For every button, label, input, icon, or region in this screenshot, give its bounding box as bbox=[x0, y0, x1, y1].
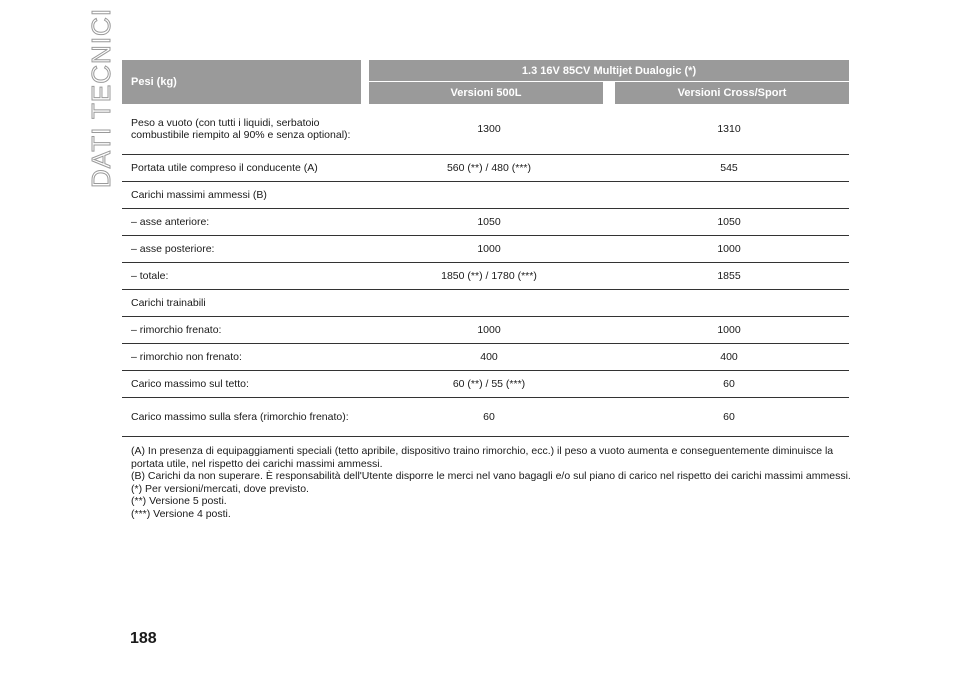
footnote-b: (B) Carichi da non superare. È responsabilità dell'Utente disporre le merci nel vano bagagli e/o sul piano di carico nel rispetto dei carichi massimi ammessi. bbox=[131, 470, 851, 482]
value-cross-sport: 545 bbox=[609, 155, 849, 182]
row-label: Carichi massimi ammessi (B) bbox=[122, 182, 361, 209]
row-label: Portata utile compreso il conducente (A) bbox=[122, 155, 361, 182]
row-label: – asse posteriore: bbox=[122, 236, 361, 263]
table-row bbox=[122, 155, 849, 182]
value-500l: 560 (**) / 480 (***) bbox=[369, 155, 609, 182]
value-cross-sport: 1050 bbox=[609, 209, 849, 236]
footnote-a: (A) In presenza di equipaggiamenti speciali (tetto apribile, dispositivo traino rimorchio, ecc.) il peso a vuoto aumenta e conseguentemente diminuisce la portata utile, nel rispetto dei carichi massimi ammessi. bbox=[131, 445, 834, 470]
value-500l: 1000 bbox=[369, 317, 609, 344]
table-row bbox=[122, 236, 849, 263]
value-cross-sport bbox=[609, 290, 849, 317]
footnotes bbox=[131, 445, 851, 520]
row-label: Peso a vuoto (con tutti i liquidi, serbatoio combustibile riempito al 90% e senza optional): bbox=[122, 104, 361, 155]
value-cross-sport: 1000 bbox=[609, 317, 849, 344]
row-label: Carichi trainabili bbox=[122, 290, 361, 317]
value-cross-sport: 60 bbox=[609, 371, 849, 398]
header-gap bbox=[361, 60, 369, 104]
table-row bbox=[122, 398, 849, 437]
value-500l bbox=[369, 290, 609, 317]
weights-table-container bbox=[122, 60, 849, 437]
engine-header: 1.3 16V 85CV Multijet Dualogic (*) bbox=[369, 60, 849, 82]
table-row bbox=[122, 182, 849, 209]
table-row bbox=[122, 263, 849, 290]
footnote-star: (*) Per versioni/mercati, dove previsto. bbox=[131, 482, 309, 495]
value-500l: 1000 bbox=[369, 236, 609, 263]
value-cross-sport: 400 bbox=[609, 344, 849, 371]
value-cross-sport bbox=[609, 182, 849, 209]
row-label: Carico massimo sulla sfera (rimorchio frenato): bbox=[122, 398, 361, 437]
row-label: – rimorchio frenato: bbox=[122, 317, 361, 344]
value-500l bbox=[369, 182, 609, 209]
page-number: 188 bbox=[130, 630, 157, 647]
value-cross-sport: 60 bbox=[609, 398, 849, 437]
table-header-label: Pesi (kg) bbox=[122, 60, 361, 104]
row-label: – asse anteriore: bbox=[122, 209, 361, 236]
value-500l: 60 (**) / 55 (***) bbox=[369, 371, 609, 398]
value-500l: 1300 bbox=[369, 104, 609, 155]
value-cross-sport: 1000 bbox=[609, 236, 849, 263]
value-500l: 400 bbox=[369, 344, 609, 371]
table-row bbox=[122, 209, 849, 236]
row-label: – totale: bbox=[122, 263, 361, 290]
table-row bbox=[122, 290, 849, 317]
footnote-double-star: (**) Versione 5 posti. bbox=[131, 495, 227, 507]
section-title: DATI TECNICI bbox=[86, 7, 116, 188]
footnote-triple-star: (***) Versione 4 posti. bbox=[131, 507, 231, 520]
value-500l: 1050 bbox=[369, 209, 609, 236]
value-cross-sport: 1855 bbox=[609, 263, 849, 290]
row-label: – rimorchio non frenato: bbox=[122, 344, 361, 371]
table-row bbox=[122, 104, 849, 155]
value-500l: 60 bbox=[369, 398, 609, 437]
value-cross-sport: 1310 bbox=[609, 104, 849, 155]
column-header-500l: Versioni 500L bbox=[369, 82, 609, 105]
row-label: Carico massimo sul tetto: bbox=[122, 371, 361, 398]
table-row bbox=[122, 317, 849, 344]
table-row bbox=[122, 371, 849, 398]
weights-table bbox=[122, 60, 849, 437]
table-row bbox=[122, 344, 849, 371]
column-header-cross-sport: Versioni Cross/Sport bbox=[609, 82, 849, 105]
value-500l: 1850 (**) / 1780 (***) bbox=[369, 263, 609, 290]
